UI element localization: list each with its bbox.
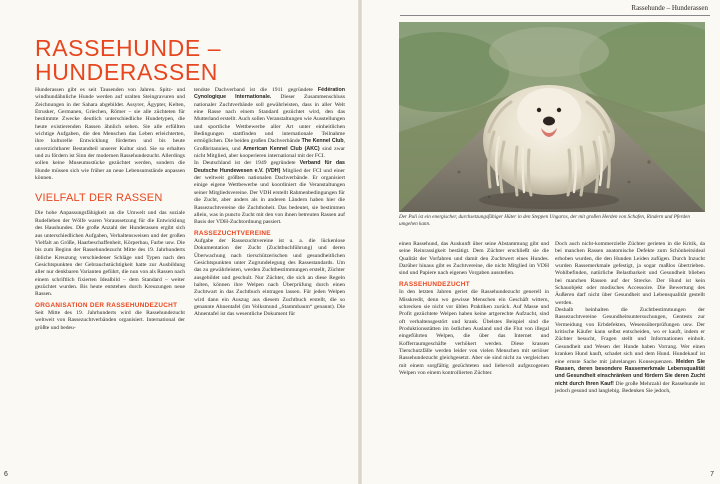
- text-run: In Deutschland ist der 1949 gegründete: [194, 160, 300, 167]
- page-gutter: [358, 0, 362, 484]
- kritik-paragraph: Doch auch nicht-kommerzielle Züchter gerieten in die Kritik, da bei manchen Rassen anatomische Defekte zum Schönheitsideal erhoben wurden, die den Hunden Leiden zufügen. Durch Inzucht wurden Rassemerkmale gefestigt, ja sogar maßlos übertrieben. Wohlbefinden, natürliche Belastbarkeit und Gesundheit blieben bei manchen Rassen auf der Strecke. Der Hund ist kein Schauobjekt oder modisches Accessoire. Die Bewertung des Äußeren darf nicht über Gesundheit und Lebensqualität gestellt werden.: [555, 241, 705, 306]
- page-title: [35, 36, 345, 84]
- gesundheit-paragraph: [555, 307, 705, 395]
- puli-dog-photo: [399, 22, 705, 212]
- kennel-club-name: The Kennel Club: [301, 138, 344, 145]
- column-1: [35, 87, 185, 332]
- heading-rassehundezucht: RASSEHUNDEZUCHT: [399, 280, 470, 288]
- text-run: Mitglied der FCI und einer der weltweit größten nationalen Dachverbände. Er organisiert einige eigene Wettbewerbe und koordiniert die Veranstaltungen seiner Mitgliedsvereine. Der VDH erstellt Rahmenbedingungen für die Zucht, aber anders als in anderen Ländern haben hier die Rassezuchtvereine die Zuchthoheit. Das bedeutet, sie bestimmen allein, was in puncto Zucht mit den von ihnen betreuten Rassen auf Basis der VDH-Zuchtordnung passiert.: [194, 167, 345, 226]
- fci-paragraph: [194, 87, 345, 160]
- text-run: sind zwar nicht Mitglied, aber kooperieren international mit der FCI.: [194, 145, 345, 160]
- header-rule: [400, 15, 710, 16]
- warning-text: Meiden Sie Rassen, deren besondere Rassemerkmale Lebensqualität und Gesundheit einschränken und fördern Sie deren Zucht nicht durch Ihren Kauf!: [555, 358, 706, 387]
- column-2: [194, 87, 345, 319]
- fci-name: Fédération Cynologique Internationale.: [194, 87, 345, 101]
- heading-organisation: ORGANISATION DER RASSEHUNDEZUCHT: [35, 301, 178, 309]
- puli-dog-illustration: [399, 22, 705, 212]
- text-run: Deshalb beinhalten die Zuchtbestimmungen der Rassezuchtvereine Gesundheitsuntersuchungen, Gentests zur Vermeidung von Erbdefekten, Wesensüberprüfungen usw. Der kritische Käufer kann selbst entscheiden, wo er kauft, indem er Züchter besucht, Fragen stellt und Informationen einholt. Gesundheit und Wesen der Hunde haben Vorrang. Wer einen kranken Hund kauft, schadet sich und dem Hund. Hundekauf ist eine ernste Sache mit jahrelangen Konsequenzen.: [555, 307, 705, 365]
- akc-name: American Kennel Club (AKC): [243, 145, 320, 152]
- rassehundezucht-paragraph: In den letzten Jahren geriet die Rassehundezucht generell in Misskredit, denn wo gewisse Menschen ein Geschäft wittern, schrecken sie nicht vor üblen Praktiken zurück. Auf Masse und Profit gezüchtete Welpen haben keine artgerechte Aufzucht, sind oft verhaltensgestört und krank. Übelstes Beispiel sind die Produktionsstätten im östlichen Ausland und die Flut von illegal eingeführten Welpen, die über das Internet und Kofferraumgeschäfte verhökert werden. Diese krassen Tierschutzfälle werden leider von vielen Menschen mit seriöser Rassehundezucht gleichgesetzt. Aber sie sind nicht zu vergleichen mit einem sorgfältig gezüchteten und liebevoll aufgezogenen Welpen von einem kontrollierten Züchter.: [399, 289, 549, 376]
- vdh-name: Verband für das Deutsche Hundewesen e.V. (VDH): [194, 160, 345, 174]
- rassezuchtvereine-paragraph: Aufgabe der Rassezuchtvereine ist u. a. die lückenlose Dokumentation der Zucht (Zuchtbuchführung) und deren Überwachung nach tierschützerischen und gesundheitlichen Gesichtspunkten unter Zugrundelegung des Rassestandards. Um das zu gewährleisten, werden Zuchtbestimmungen erstellt, Züchter ausgebildet und geschult. Nur Züchter, die sich an diese Regeln halten, können ihre Welpen nach Überprüfung durch einen Zuchtwart in das Zuchtbuch eintragen lassen. Für jeden Welpen wird dann ein Auszug aus diesem Zuchtbuch erstellt, die so genannte Ahnentafel (im Volksmund „Stammbaum“ genannt). Die Ahnentafel ist das wesentliche Dokument für: [194, 238, 345, 318]
- title-line-2: HUNDERASSEN: [35, 59, 218, 85]
- page-number-right: 7: [710, 471, 714, 478]
- photo-caption: Der Puli ist ein energischer, durchsetzungsfähiger Hüter in den Steppen Ungarns, der mit großen Herden von Schafen, Rindern und Pferden umgehen kann.: [399, 214, 690, 227]
- text-run: , Großbritannien, und: [194, 138, 345, 152]
- intro-paragraph: Hunderassen gibt es seit Tausenden von Jahren. Spitz- und windhundähnliche Hunde werden auf uralten Steingravuren und Zeichnungen in der Sahara abgebildet. Assyrer, Ägypter, Kelten, Etrusker, Germanen, Griechen, Römer – sie alle züchteten für bestimmte Zwecke deutlich unterschiedliche Hundetypen, die heute existierenden Rassen ähnlich sehen. Sie alle erfüllten wichtige Aufgaben, die den Menschen das Leben erleichterten, ihre kulturelle Entwicklung förderten und bis heute unverzichtbarer Bestandteil unserer Kultur sind. Sie so erhalten und zu fördern ist Sinn der modernen Rassehundezucht. Allerdings sollen keine Museumsstücke gezüchtet werden, sondern die Hunde müssen sich wie früher an neue Lebensumstände anpassen können.: [35, 87, 185, 182]
- running-head: Rassehunde – Hunderassen: [631, 4, 708, 12]
- heading-rassezuchtvereine: RASSEZUCHTVEREINE: [194, 229, 271, 237]
- page-number-left: 6: [4, 471, 8, 478]
- column-4: [555, 241, 705, 395]
- text-run: tendste Dachverband ist die 1911 gegründete: [194, 87, 318, 93]
- heading-vielfalt: VIELFALT DER RASSEN: [35, 192, 163, 205]
- title-line-1: RASSEHUNDE –: [35, 35, 222, 61]
- vdh-paragraph: [194, 160, 345, 226]
- text-run: Die große Mehrzahl der Rassehunde ist jedoch gesund und langlebig. Bedenken Sie jedoch,: [555, 380, 705, 394]
- ahnentafel-paragraph: einen Rassehund, das Auskunft über seine Abstammung gibt und seine Reinrassigkeit bestätigt. Dem Züchter erschließt sie die Qualität der Vorfahren und damit den Zuchtwert eines Hundes. Darüber hinaus gibt es Zuchtvereine, die nicht Mitglied im VDH sind und Papiere nach eigenen Vorgaben ausstellen.: [399, 241, 549, 277]
- column-3: [399, 241, 549, 377]
- organisation-paragraph: Seit Mitte des 19. Jahrhunderts wird die Rassehundezucht weltweit von Rassezuchtverbänden organisiert. International der größte und bedeu-: [35, 310, 185, 331]
- text-run: Dieser Zusammenschluss nationaler Zuchtverbände soll gewährleisten, dass in aller Welt eine Rasse nach einem Standard gezüchtet wird, den das Mutterland erstellt. Auch sollen Veranstaltungen wie Ausstellungen und sportliche Wettbewerbe aller Art unter einheitlichen Bedingungen stattfinden und internationale Teilnahme ermöglichen. Die beiden großen Dachverbände: [194, 94, 345, 145]
- vielfalt-paragraph: Die hohe Anpassungsfähigkeit an die Umwelt und das soziale Rudelleben der Wölfe waren Voraussetzung für die Entwicklung des Haushundes. Die große Anzahl der Hunderassen ergibt sich aus unterschiedlichen Aufgaben, Verhaltensweisen und der großen Vielfalt an Größe, Haarbeschaffenheit, Körperbau, Farbe usw. Die bis zum Beginn der Rassehundezucht Mitte des 19. Jahrhunderts übliche Kreuzung verschiedener Schläge und Typen nach den Gesichtspunkten der Gebrauchstüchtigkeit hatte zur Ausbildung aller nur denkbaren Varianten geführt, die nun von als Rassen nach einem schriftlich fixierten Idealbild – dem Standard – weiter gezüchtet wurden. Bis heute entstehen durch Kreuzungen neue Rassen.: [35, 210, 185, 298]
